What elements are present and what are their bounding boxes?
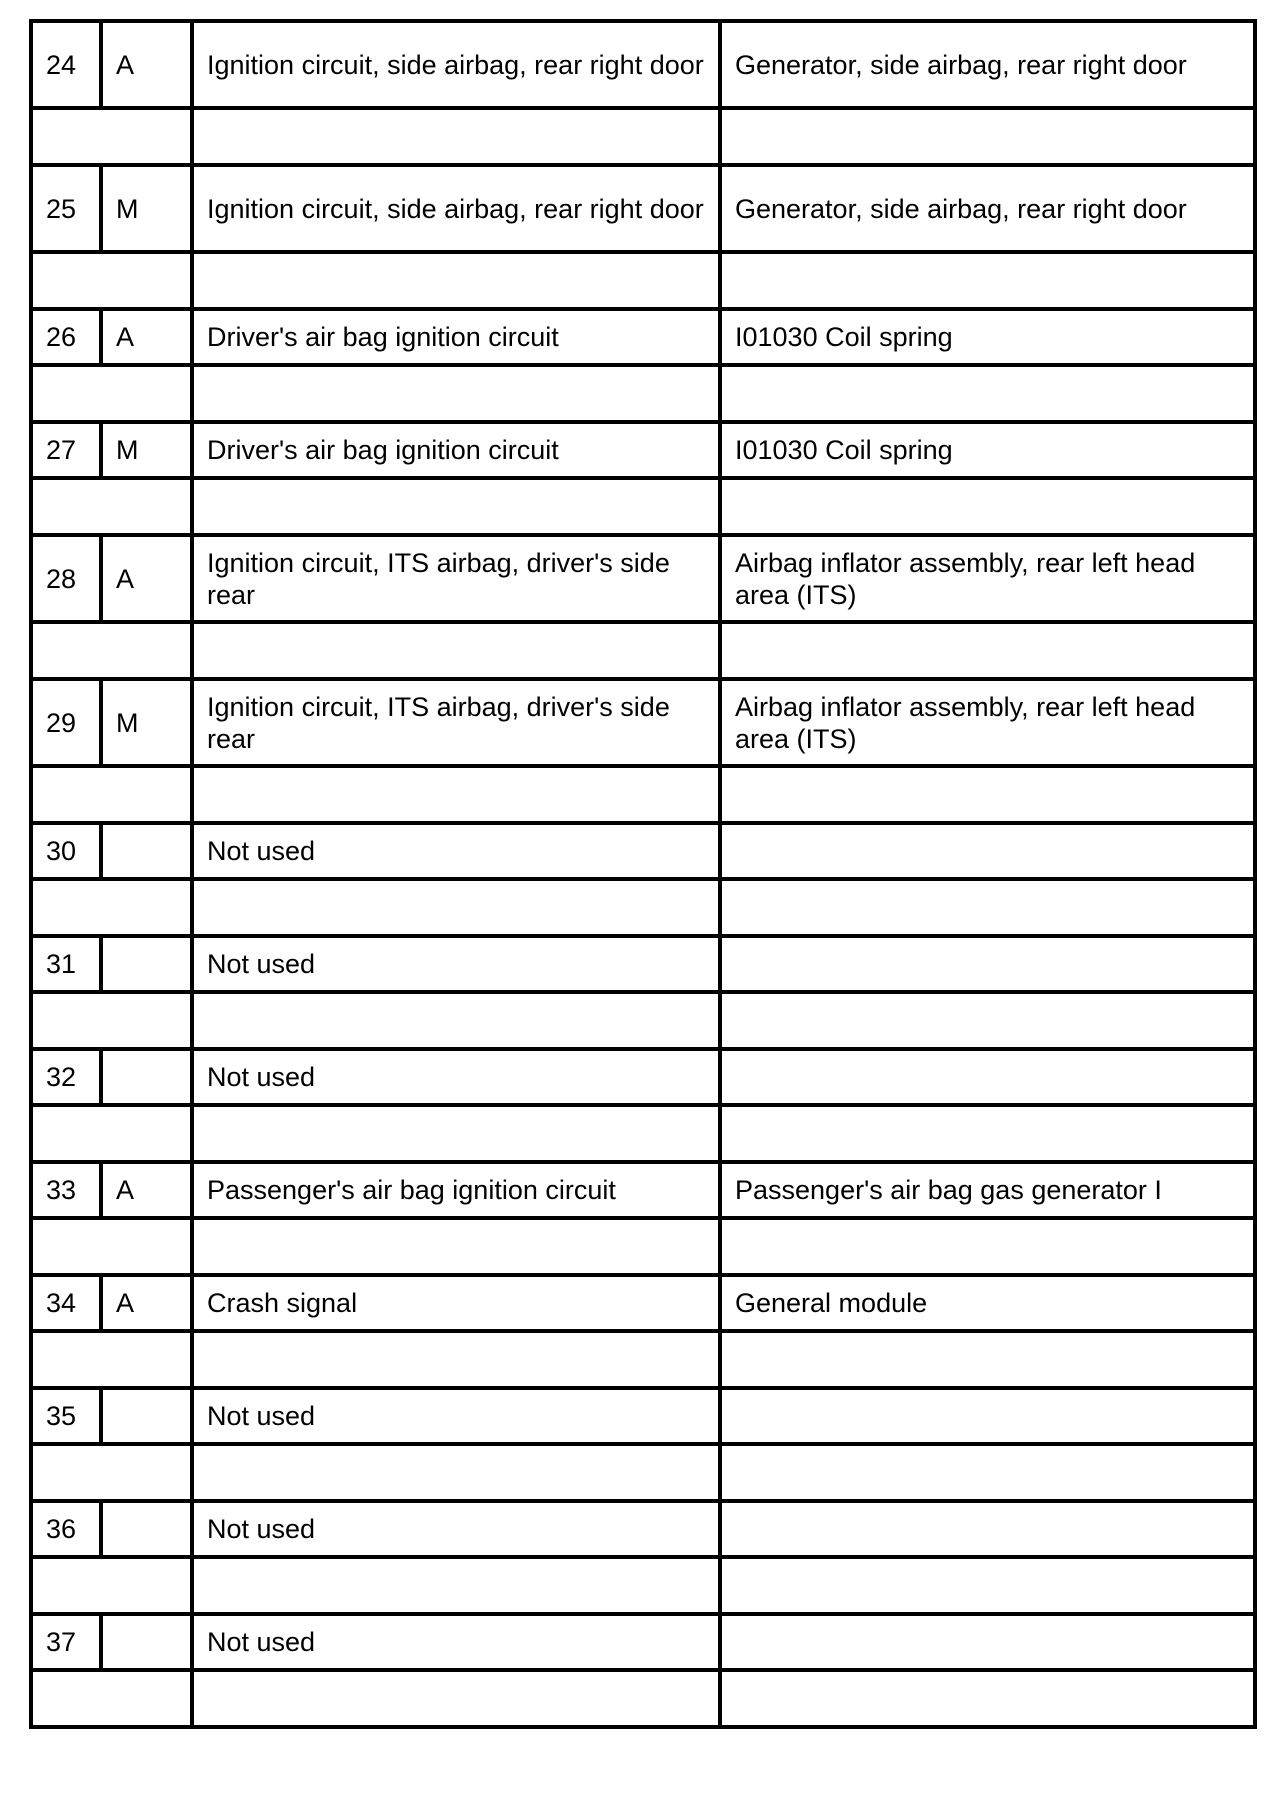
- pin-component: Passenger's air bag gas generator I: [720, 1162, 1255, 1218]
- empty-cell: [720, 478, 1255, 535]
- empty-cell: [720, 879, 1255, 936]
- empty-cell: [31, 879, 192, 936]
- empty-cell: [31, 1105, 192, 1162]
- pin-type: [101, 1388, 192, 1444]
- empty-cell: [192, 992, 720, 1049]
- empty-cell: [192, 766, 720, 823]
- pin-number: 29: [31, 679, 101, 766]
- pin-component: I01030 Coil spring: [720, 309, 1255, 365]
- pin-function: Driver's air bag ignition circuit: [192, 309, 720, 365]
- pin-type: M: [101, 679, 192, 766]
- empty-cell: [31, 365, 192, 422]
- pin-component: [720, 1049, 1255, 1105]
- spacer-row: [31, 1218, 1255, 1275]
- table-row: [31, 422, 1255, 478]
- empty-cell: [192, 1105, 720, 1162]
- empty-cell: [192, 478, 720, 535]
- pin-component: Generator, side airbag, rear right door: [720, 21, 1255, 108]
- pin-function: Not used: [192, 1049, 720, 1105]
- empty-cell: [31, 1444, 192, 1501]
- pin-component: Generator, side airbag, rear right door: [720, 165, 1255, 252]
- table-row: [31, 1388, 1255, 1444]
- empty-cell: [31, 1218, 192, 1275]
- empty-cell: [192, 108, 720, 165]
- pin-function: Not used: [192, 823, 720, 879]
- pin-number: 27: [31, 422, 101, 478]
- pin-number: 30: [31, 823, 101, 879]
- spacer-row: [31, 622, 1255, 679]
- empty-cell: [31, 252, 192, 309]
- pin-function: Ignition circuit, side airbag, rear right door: [192, 21, 720, 108]
- pin-function: Ignition circuit, side airbag, rear right door: [192, 165, 720, 252]
- spacer-row: [31, 478, 1255, 535]
- pin-component: [720, 1388, 1255, 1444]
- pin-function: Ignition circuit, ITS airbag, driver's side rear: [192, 535, 720, 622]
- spacer-row: [31, 108, 1255, 165]
- pin-component: Airbag inflator assembly, rear left head area (ITS): [720, 535, 1255, 622]
- empty-cell: [720, 1331, 1255, 1388]
- pin-type: A: [101, 535, 192, 622]
- pin-function: Not used: [192, 1614, 720, 1670]
- pin-number: 36: [31, 1501, 101, 1557]
- spacer-row: [31, 252, 1255, 309]
- empty-cell: [192, 879, 720, 936]
- pin-number: 37: [31, 1614, 101, 1670]
- pin-number: 31: [31, 936, 101, 992]
- pin-function: Not used: [192, 1501, 720, 1557]
- pin-component: [720, 1501, 1255, 1557]
- pin-type: M: [101, 422, 192, 478]
- empty-cell: [31, 1557, 192, 1614]
- pin-number: 34: [31, 1275, 101, 1331]
- empty-cell: [720, 252, 1255, 309]
- spacer-row: [31, 879, 1255, 936]
- pin-component: [720, 936, 1255, 992]
- pin-component: Airbag inflator assembly, rear left head area (ITS): [720, 679, 1255, 766]
- table-row: [31, 535, 1255, 622]
- pin-assignment-table: [29, 19, 1257, 1729]
- empty-cell: [192, 622, 720, 679]
- spacer-row: [31, 766, 1255, 823]
- table-row: [31, 1162, 1255, 1218]
- pin-type: [101, 1049, 192, 1105]
- empty-cell: [192, 1444, 720, 1501]
- pin-component: I01030 Coil spring: [720, 422, 1255, 478]
- empty-cell: [31, 1670, 192, 1727]
- pin-type: M: [101, 165, 192, 252]
- empty-cell: [720, 108, 1255, 165]
- empty-cell: [31, 766, 192, 823]
- empty-cell: [720, 1218, 1255, 1275]
- empty-cell: [720, 365, 1255, 422]
- table-row: [31, 936, 1255, 992]
- empty-cell: [720, 1670, 1255, 1727]
- pin-component: [720, 1614, 1255, 1670]
- empty-cell: [192, 365, 720, 422]
- table-row: [31, 165, 1255, 252]
- spacer-row: [31, 992, 1255, 1049]
- empty-cell: [720, 766, 1255, 823]
- empty-cell: [192, 252, 720, 309]
- empty-cell: [720, 1557, 1255, 1614]
- empty-cell: [192, 1557, 720, 1614]
- empty-cell: [720, 1444, 1255, 1501]
- empty-cell: [720, 622, 1255, 679]
- pin-type: A: [101, 1275, 192, 1331]
- empty-cell: [31, 108, 192, 165]
- pin-type: [101, 936, 192, 992]
- empty-cell: [31, 478, 192, 535]
- pin-type: [101, 1614, 192, 1670]
- empty-cell: [720, 992, 1255, 1049]
- table-row: [31, 1614, 1255, 1670]
- table-row: [31, 823, 1255, 879]
- pin-function: Not used: [192, 936, 720, 992]
- pin-number: 35: [31, 1388, 101, 1444]
- table-row: [31, 679, 1255, 766]
- table-row: [31, 309, 1255, 365]
- pin-number: 33: [31, 1162, 101, 1218]
- pin-component: General module: [720, 1275, 1255, 1331]
- pin-function: Not used: [192, 1388, 720, 1444]
- pin-number: 28: [31, 535, 101, 622]
- table-row: [31, 1275, 1255, 1331]
- empty-cell: [31, 992, 192, 1049]
- pin-number: 25: [31, 165, 101, 252]
- empty-cell: [31, 622, 192, 679]
- pin-function: Crash signal: [192, 1275, 720, 1331]
- table-row: [31, 1049, 1255, 1105]
- pin-number: 32: [31, 1049, 101, 1105]
- empty-cell: [31, 1331, 192, 1388]
- pin-type: [101, 823, 192, 879]
- pin-function: Ignition circuit, ITS airbag, driver's side rear: [192, 679, 720, 766]
- pin-function: Driver's air bag ignition circuit: [192, 422, 720, 478]
- empty-cell: [720, 1105, 1255, 1162]
- pin-number: 26: [31, 309, 101, 365]
- spacer-row: [31, 1105, 1255, 1162]
- pin-type: A: [101, 1162, 192, 1218]
- spacer-row: [31, 1670, 1255, 1727]
- empty-cell: [192, 1218, 720, 1275]
- table-row: [31, 1501, 1255, 1557]
- empty-cell: [192, 1331, 720, 1388]
- table-row: [31, 21, 1255, 108]
- pin-type: A: [101, 309, 192, 365]
- spacer-row: [31, 1444, 1255, 1501]
- empty-cell: [192, 1670, 720, 1727]
- pin-function: Passenger's air bag ignition circuit: [192, 1162, 720, 1218]
- pin-type: [101, 1501, 192, 1557]
- spacer-row: [31, 1331, 1255, 1388]
- pin-number: 24: [31, 21, 101, 108]
- spacer-row: [31, 365, 1255, 422]
- pin-component: [720, 823, 1255, 879]
- pin-type: A: [101, 21, 192, 108]
- spacer-row: [31, 1557, 1255, 1614]
